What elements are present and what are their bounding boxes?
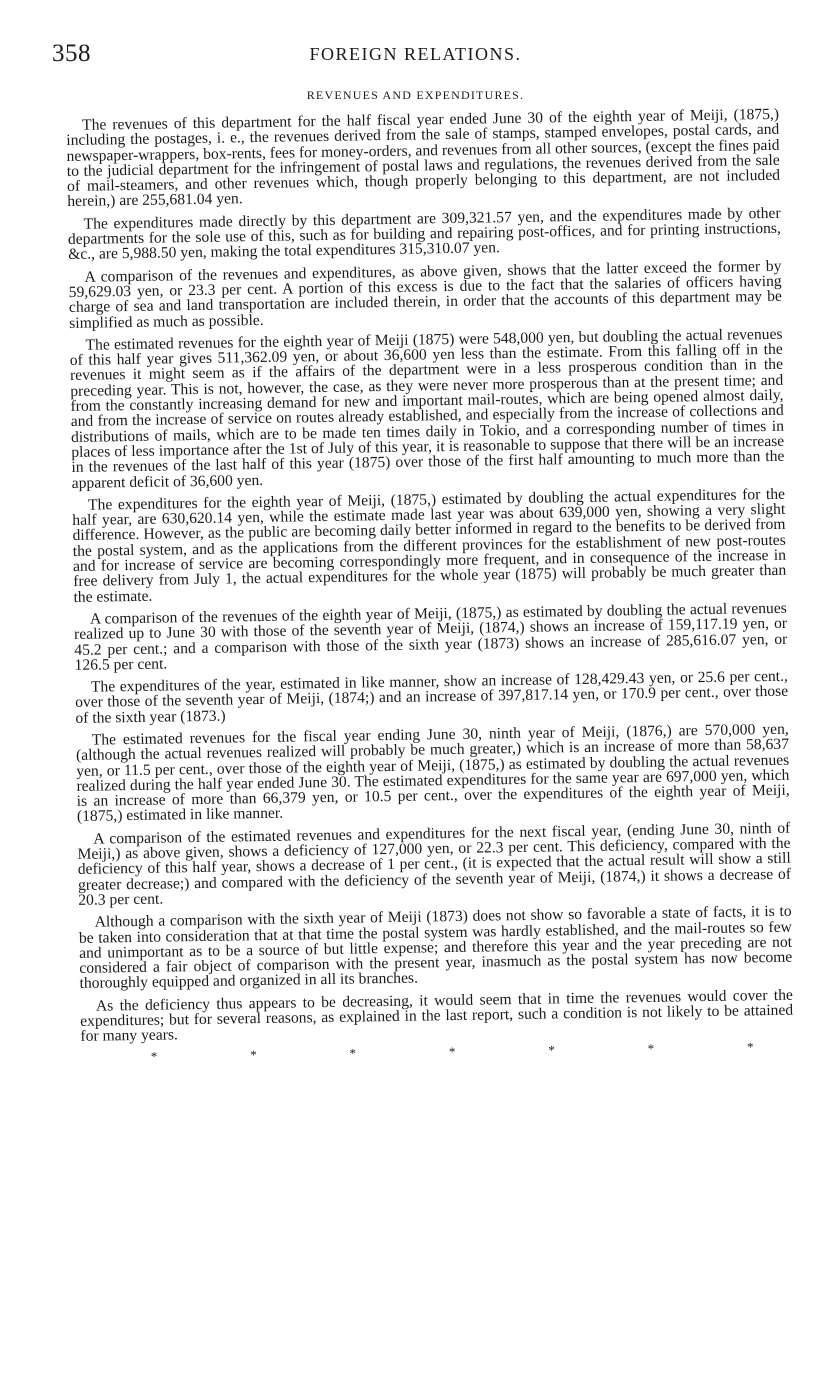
paragraph: A comparison of the revenues and expenditures, as above given, shows that the latter exceed the former by 59,629.03 yen, or 23.3 per cent. A portion of this excess is due to the fact that the salaries of officers having charge of sea and land transportation are included therein, in order that the accounts of this department may be simplified as much as possible. <box>68 257 783 332</box>
ellipsis-star: * <box>548 1042 555 1058</box>
ellipsis-star: * <box>150 1048 158 1064</box>
paragraph: The expenditures for the eighth year of Meiji, (1875,) estimated by doubling the actual expenditures for the half year, are 630,620.14 yen, while the estimate made last year was about 639,000 yen, showing a very slight difference. However, as the public are becoming daily better informed in regard to the benefits to be derived from the postal system, and as the applications from the different provinces for the establishment of new post-routes and for increase of service are becoming correspondingly more frequent, and in consequence of the increase in free delivery from July 1, the actual expenditures for the whole year (1875) will probably be much greater than the estimate. <box>72 485 787 606</box>
running-head: FOREIGN RELATIONS. <box>309 44 522 64</box>
paragraph: A comparison of the revenues of the eighth year of Meiji, (1875,) as estimated by doubling the actual revenues realized up to June 30 with those of the seventh year of Meiji, (1874,) shows an increase of 159,117.19 yen, or 45.2 per cent.; and a comparison with those of the sixth year (1873) shows an increase of 285,616.07 yen, or 126.5 per cent. <box>73 599 788 674</box>
paragraph: The revenues of this department for the half fiscal year ended June 30 of the eighth year of Meiji, (1875,) including the postages, i. e., the revenues derived from the sale of stamps, stamped envelopes, postal cards, and newspaper-wrappers, box-rents, fees for money-orders, and revenues from all other sources, (except the fines paid to the judicial department for the infringement of postal laws and regulations, the revenues derived from the sale of mail-steamers, and other revenues which, though properly belonging to this department, are not included herein,) are 255,681.04 yen. <box>66 105 781 211</box>
paragraph: The estimated revenues for the fiscal year ending June 30, ninth year of Meiji, (1876,) are 570,000 yen, (although the actual revenues realized will probably be much greater,) which is an increase of more than 58,637 yen, or 11.5 per cent., over those of the eighth year of Meiji, (1875,) as estimated by doubling the actual revenues realized during the half year ended June 30. The estimated expenditures for the same year are 697,000 yen, which is an increase of more than 66,379 yen, or 10.5 per cent., over the expenditures of the eighth year of Meiji, (1875,) estimated in like manner. <box>75 720 790 826</box>
paragraph: The expenditures of the year, estimated in like manner, show an increase of 128,429.43 yen, or 25.6 per cent., over those of the seventh year of Meiji, (1874;) and an increase of 397,817.14 yen, or 170.9 per cent., over those of the sixth year (1873.) <box>75 667 789 727</box>
paragraph: As the deficiency thus appears to be decreasing, it would seem that in time the revenues would cover the expenditures; but for several reasons, as explained in the last report, such a condition is not likely to be attained for many years. <box>80 986 794 1046</box>
ellipsis-star: * <box>746 1038 754 1055</box>
page-number: 358 <box>52 40 91 67</box>
ellipsis-stars <box>81 1040 794 1063</box>
paragraph: The estimated revenues for the eighth year of Meiji (1875) were 548,000 yen, but doubling the actual revenues of this half year gives 511,362.09 yen, or about 36,600 yen less than the estimate. From this falling off in the revenues it might seem as if the affairs of the department were in a less prosperous condition than in the preceding year. This is not, however, the case, as they were never more prosperous than at the present time; and from the constantly increasing demand for new and important mail-routes, which are being opened almost daily, and from the increase of service on routes already established, and especially from the increase of collections and distributions of mails, which are to be made ten times daily in Tokio, and a corresponding number of times in places of less importance after the 1st of July of this year, it is reasonable to suppose that there will be an increase in the revenues of the last half of this year (1875) over those of the first half amounting to much more than the apparent deficit of 36,600 yen. <box>69 325 785 492</box>
paragraph: Although a comparison with the sixth year of Meiji (1873) does not show so favorable a state of facts, it is to be taken into consideration that at that time the postal system was hardly established, and the mail-routes so few and unimportant as to be a source of but little expense; and therefore this year and the year preceding are not considered a fair object of comparison with the present year, inasmuch as the postal system has now become thoroughly equipped and organized in all its branches. <box>78 902 793 993</box>
ellipsis-star: * <box>448 1043 456 1059</box>
body-text <box>66 107 794 1064</box>
paragraph: A comparison of the estimated revenues and expenditures for the next fiscal year, (ending June 30, ninth of Meiji,) as above given, shows a deficiency of 127,000 yen, or 22.3 per cent. This deficiency, compared with the deficiency of this half year, shows a decrease of 1 per cent., (it is expected that the actual result will show a still greater decrease;) and compared with the deficiency of the seventh year of Meiji, (1874,) it shows a decrease of 20.3 per cent. <box>77 819 792 909</box>
paragraph: The expenditures made directly by this department are 309,321.57 yen, and the expenditures made by other departments for the sole use of this, such as for building and repairing post-offices, and for printing instructions, &c., are 5,988.50 yen, making the total expenditures 315,310.07 yen. <box>67 204 781 264</box>
section-title: REVENUES AND EXPENDITURES. <box>306 88 525 102</box>
ellipsis-star: * <box>647 1040 655 1056</box>
ellipsis-star: * <box>349 1045 357 1061</box>
ellipsis-star: * <box>250 1046 257 1062</box>
page-header <box>52 40 779 72</box>
